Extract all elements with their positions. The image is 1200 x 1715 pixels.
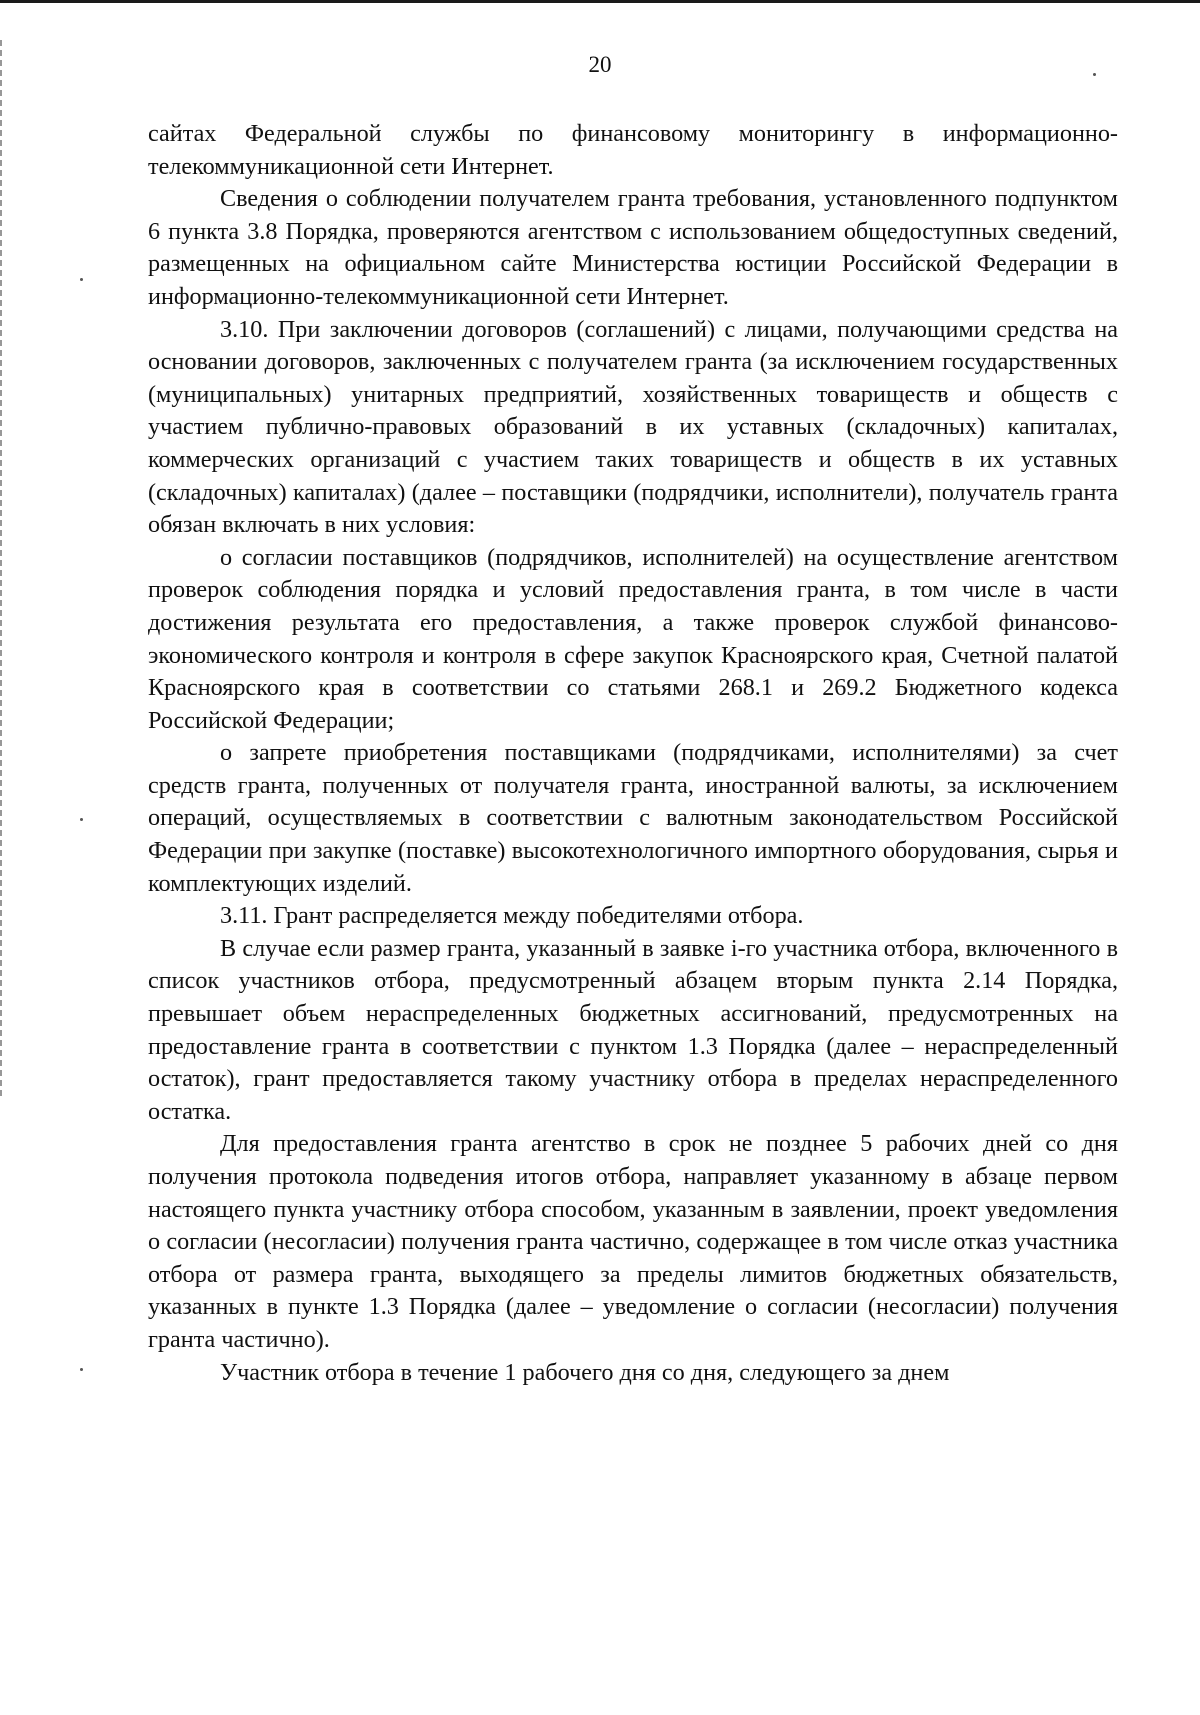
document-body — [148, 118, 1118, 1389]
paragraph: В случае если размер гранта, указанный в заявке i-го участника отбора, включенного в список участников отбора, предусмотренный абзацем вторым пункта 2.14 Порядка, превышает объем нераспределенных бюджетных ассигнований, предусмотренных на предоставление гранта в соответствии с пунктом 1.3 Порядка (далее – нераспределенный остаток), грант предоставляется такому участнику отбора в пределах нераспределенного остатка. — [148, 934, 1118, 1125]
paragraph: о запрете приобретения поставщиками (подрядчиками, исполнителями) за счет средств гранта, полученных от получателя гранта, иностранной валюты, за исключением операций, осуществляемых в соответствии с валютным законодательством Российской Федерации при закупке (поставке) высокотехнологичного импортного оборудования, сырья и комплектующих изделий. — [148, 739, 1118, 897]
paragraph: 3.10. При заключении договоров (соглашений) с лицами, получающими средства на основании договоров, заключенных с получателем гранта (за исключением государственных (муниципальных) унитарных предприятий, хозяйственных товариществ и обществ с участием публично-правовых образований в их уставных (складочных) капиталах, коммерческих организаций с участием таких товариществ и обществ в их уставных (складочных) капиталах) (далее – поставщики (подрядчики, исполнители), получатель гранта обязан включать в них условия: — [148, 315, 1118, 539]
paragraph: о согласии поставщиков (подрядчиков, исполнителей) на осуществление агентством проверок соблюдения порядка и условий предоставления гранта, в том числе в части достижения результата его предоставления, а также проверок службой финансово-экономического контроля и контроля в сфере закупок Красноярского края, Счетной палатой Красноярского края в соответствии со статьями 268.1 и 269.2 Бюджетного кодекса Российской Федерации; — [148, 543, 1118, 734]
paragraph: Сведения о соблюдении получателем гранта требования, установленного подпунктом 6 пункта 3.8 Порядка, проверяются агентством с использованием общедоступных сведений, размещенных на официальном сайте Министерства юстиции Российской Федерации в информационно-телекоммуникационной сети Интернет. — [148, 185, 1118, 310]
scan-top-border — [0, 0, 1200, 3]
paragraph: Участник отбора в течение 1 рабочего дня со дня, следующего за днем — [220, 1358, 950, 1386]
scan-speck — [80, 278, 83, 281]
page-number: 20 — [588, 52, 612, 77]
paragraph: 3.11. Грант распределяется между победителями отбора. — [220, 902, 804, 930]
paragraph: Для предоставления гранта агентство в срок не позднее 5 рабочих дней со дня получения протокола подведения итогов отбора, направляет указанному в абзаце первом настоящего пункта участнику отбора способом, указанным в заявлении, проект уведомления о согласии (несогласии) получения гранта частично, содержащее в том числе отказ участника отбора от размера гранта, выходящего за пределы лимитов бюджетных обязательств, указанных в пункте 1.3 Порядка (далее – уведомление о согласии (несогласии) получения гранта частично). — [148, 1130, 1118, 1353]
scan-left-edge — [0, 40, 2, 1100]
scan-speck — [80, 818, 83, 821]
scan-speck — [80, 1368, 83, 1371]
paragraph: сайтах Федеральной службы по финансовому мониторингу в информационно-телекоммуникационной сети Интернет. — [148, 120, 1118, 180]
